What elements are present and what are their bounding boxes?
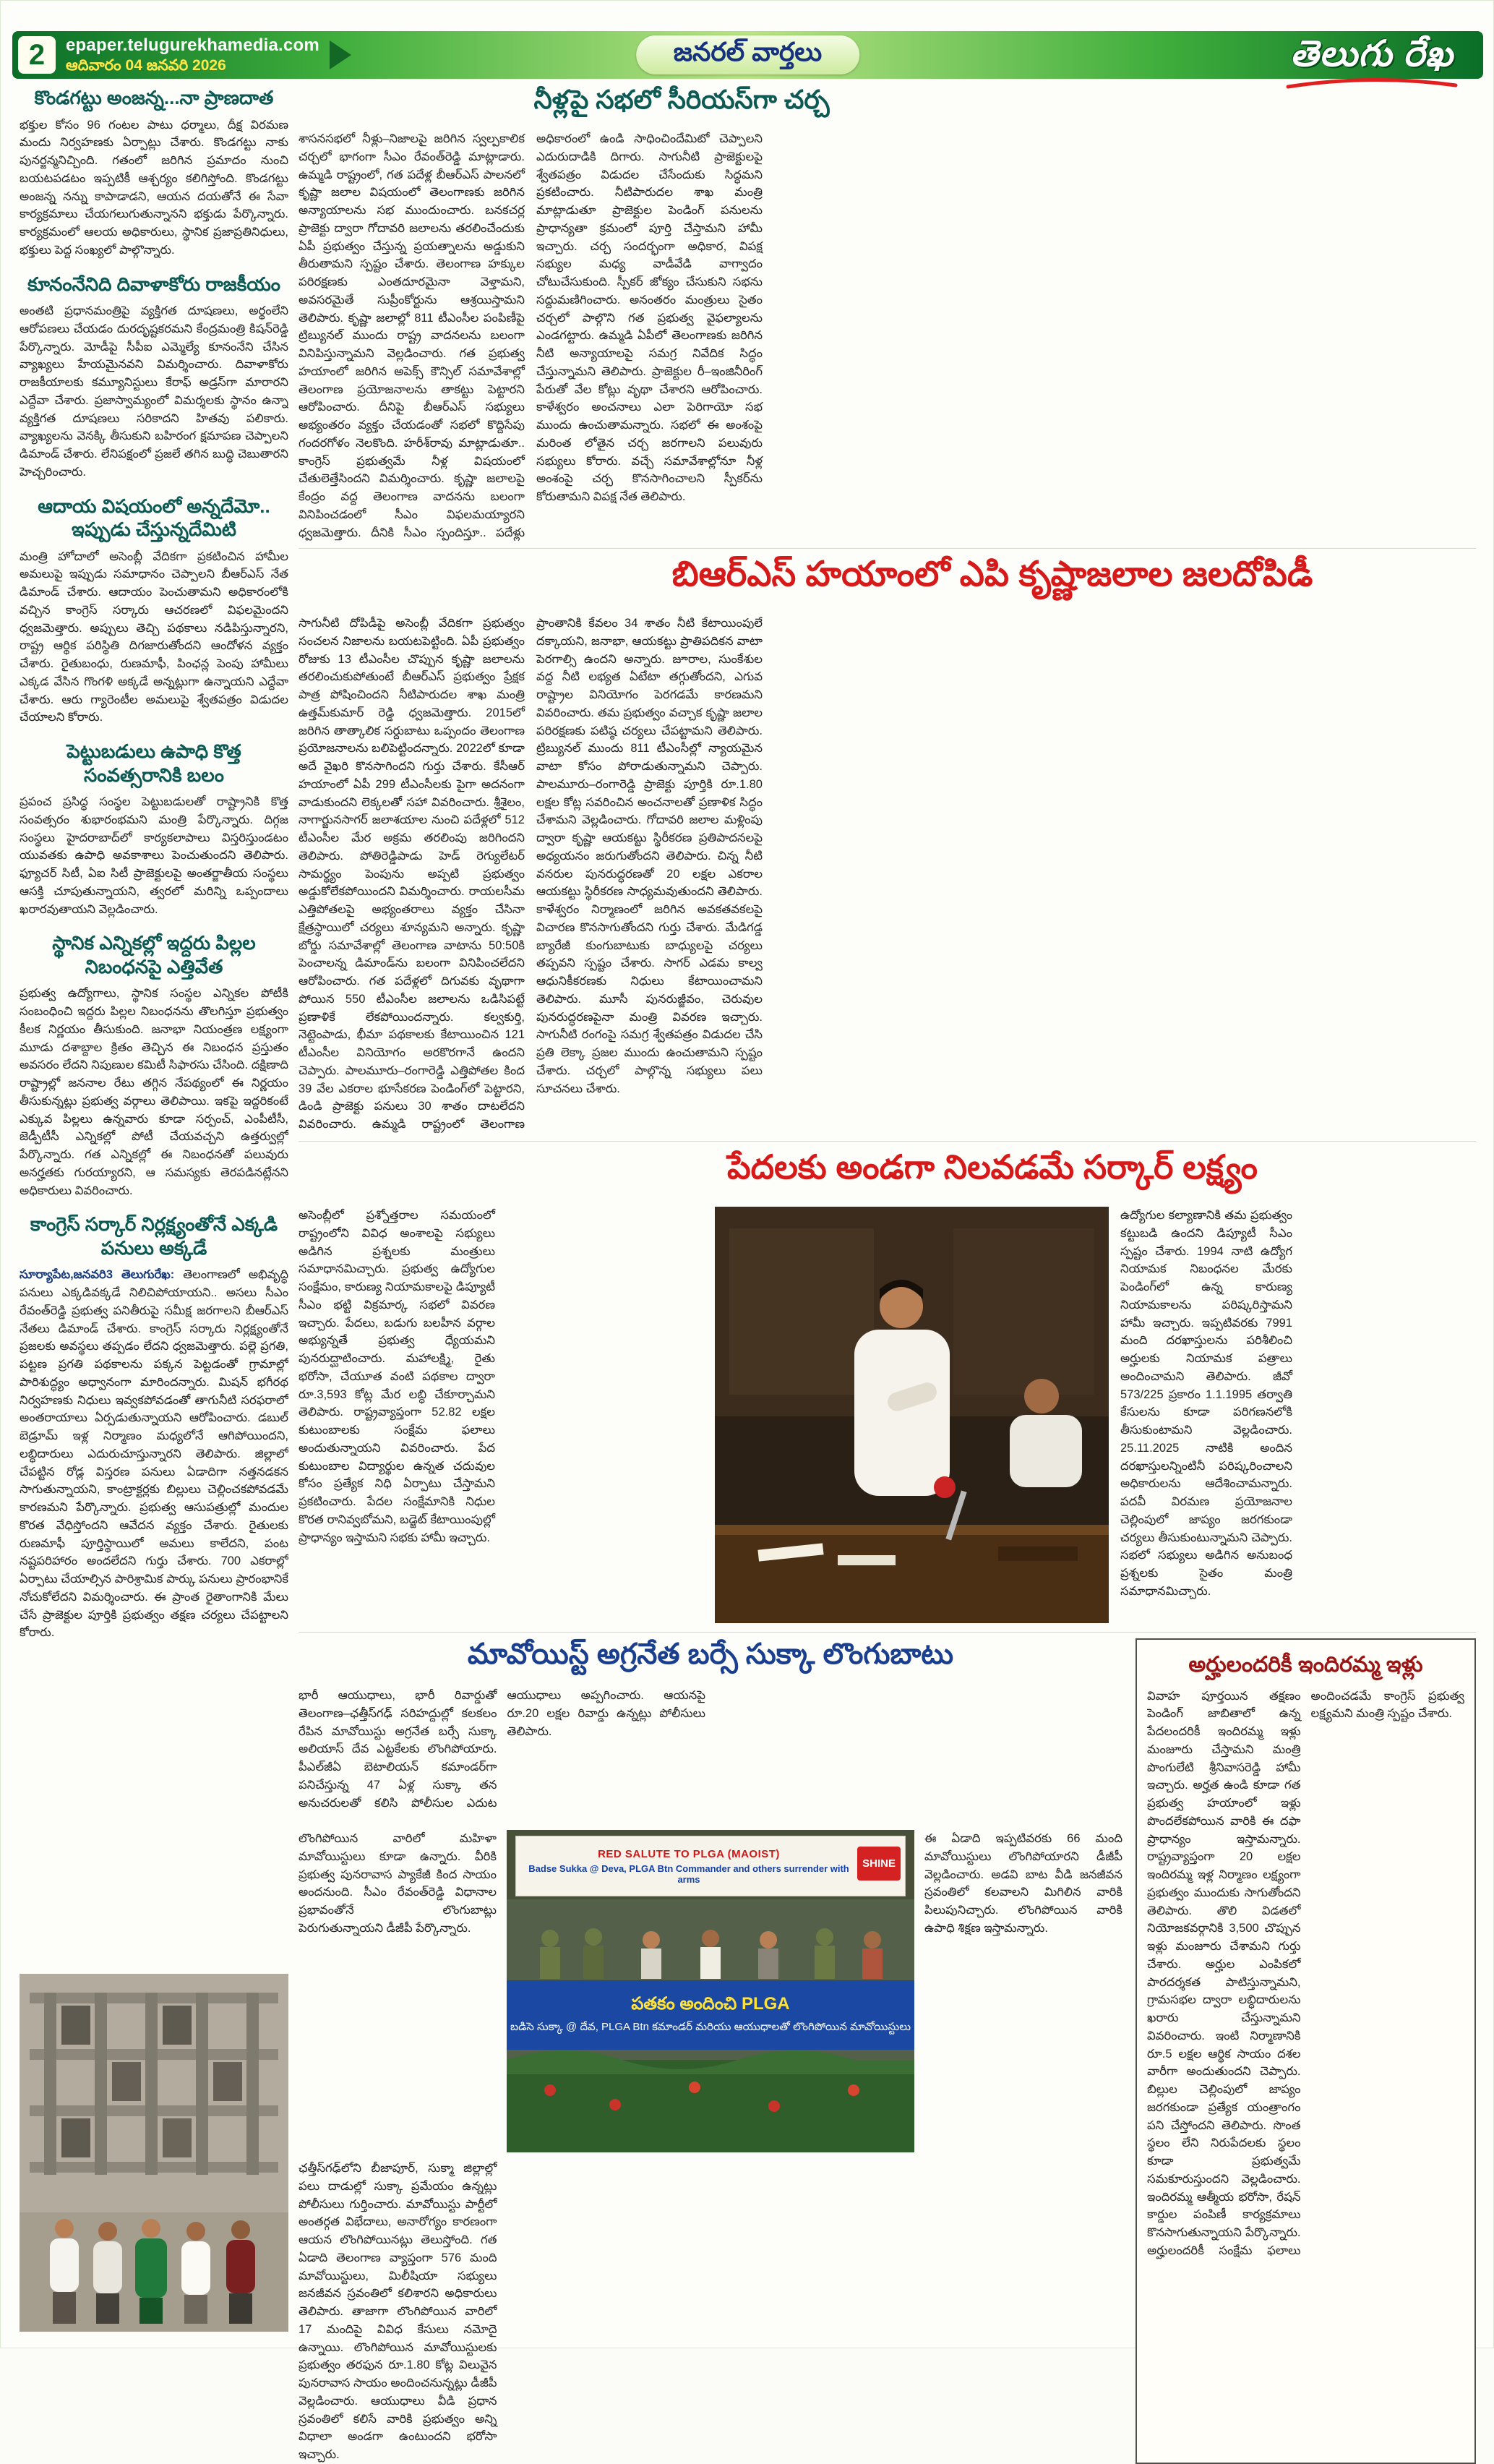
brand-logo[interactable] [1285,33,1459,90]
article-local-elections[interactable] [20,930,288,1199]
article-indiramma-houses[interactable] [1135,1638,1476,2464]
plga-caption-strip [507,1980,914,2050]
article-kondagattu-headline: కొండగట్టు అంజన్న...నా ప్రాణదాత [34,87,274,108]
article-pettubadulu[interactable] [20,738,288,918]
article-pedalaku-body-right: ఉద్యోగుల కల్యాణానికి తమ ప్రభుత్వం కట్టుబడి ఉందని డిప్యూటీ సీఎం స్పష్టం చేశారు. 1994 నాటి ఉద్యోగ నియామక నిబంధనల మేరకు పెండింగ్‌లో ఉన్న కారుణ్య నియామకాలను పరిష్కరిస్తామని హామీ ఇచ్చారు. ఇప్పటివరకు 7991 మంది దరఖాస్తులను పరిశీలించి అర్హులకు నియామక పత్రాలు అందించామని తెలిపారు. జీవో 573/225 ప్రకారం 1.1.1995 తర్వాతి కేసులను కూడా పరిగణనలోకి తీసుకుంటామని వెల్లడించారు. 25.11.2025 నాటికి అందిన దరఖాస్తులన్నింటినీ పరిష్కరించాలని అధికారులను ఆదేశించామన్నారు. పదవీ విరమణ ప్రయోజనాల చెల్లింపులో జాప్యం జరగకుండా చర్యలు తీసుకుంటున్నామని చెప్పారు. సభలో సభ్యులు అడిగిన అనుబంధ ప్రశ్నలకు సైతం మంత్రి సమాధానమిచ్చారు. [1120,1209,1292,1598]
article-kunamneni-body: అంతటి ప్రధానమంత్రిపై వ్యక్తిగత దూషణలు, అర్థంలేని ఆరోపణలు చేయడం దురదృష్టకరమని కేంద్రమంత్రి కిషన్‌రెడ్డి పేర్కొన్నారు. మోడీపై సీపీఐ ఎమ్మెల్యే కూనంనేని చేసిన వ్యాఖ్యలు హేయమైనవని విమర్శించారు. దివాళాకోరు రాజకీయాలకు కమ్యూనిస్టులు కేరాఫ్ అడ్రస్‌గా మారారని ఎద్దేవా చేశారు. ప్రజాస్వామ్యంలో విమర్శలకు స్థానం ఉన్నా వ్యక్తిగత దూషణలు సరికాదని హితవు పలికారు. వ్యాఖ్యలను వెనక్కి తీసుకుని బహిరంగ క్షమాపణ చెప్పాలని డిమాండ్ చేశారు. లేనిపక్షంలో ప్రజలే తగిన బుద్ధి చెబుతారని హెచ్చరించారు. [20,304,288,479]
plga-banner-line1: RED SALUTE TO PLGA (MAOIST) [598,1847,780,1860]
article-aadayam-headline: ఆదాయ విషయంలో అన్నదేమో.. ఇప్పుడు చేస్తున్నదేమిటి [38,495,270,540]
article-water-debate-body: శాసనసభలో నీళ్లు–నిజాలపై జరిగిన స్వల్పకాలిక చర్చలో భాగంగా సీఎం రేవంత్‌రెడ్డి మాట్లాడారు. ఉమ్మడి రాష్ట్రంలో, గత పదేళ్ల బీఆర్ఎస్ పాలనలో కృష్ణా జలాల విషయంలో తెలంగాణకు జరిగిన అన్యాయాలను సభ ముందుంచారు. బనకచర్ల ప్రాజెక్టు ద్వారా గోదావరి జలాలను తరలించేందుకు ఏపీ ప్రభుత్వం చేస్తున్న ప్రయత్నాలను అడ్డుకుని తీరుతామని స్పష్టం చేశారు. తెలంగాణ హక్కుల పరిరక్షణకు ఎంతదూరమైనా వెళ్తామని, అవసరమైతే సుప్రీంకోర్టును ఆశ్రయిస్తామని తెలిపారు. కృష్ణా జలాల్లో 811 టీఎంసీల పంపిణీపై ట్రిబ్యునల్ ముందు రాష్ట్ర వాదనలను బలంగా వినిపిస్తున్నామని వెల్లడించారు. గత ప్రభుత్వ హయాంలో జరిగిన అపెక్స్ కౌన్సిల్ సమావేశాల్లో తెలంగాణ ప్రయోజనాలను తాకట్టు పెట్టారని ఆరోపించారు. దీనిపై బీఆర్ఎస్ సభ్యులు అభ్యంతరం వ్యక్తం చేయడంతో సభలో కొద్దిసేపు గందరగోళం నెలకొంది. హరీశ్‌రావు మాట్లాడుతూ.. కాంగ్రెస్ ప్రభుత్వమే నీళ్ల విషయంలో చేతులెత్తేసిందని విమర్శించారు. కృష్ణా జలాలపై కేంద్రం వద్ద తెలంగాణ వాదనను బలంగా వినిపించడంలో సీఎం విఫలమయ్యారని ధ్వజమెత్తారు. దీనికి సీఎం స్పందిస్తూ.. పదేళ్లు అధికారంలో ఉండి సాధించిందేమిటో చెప్పాలని ఎదురుదాడికి దిగారు. సాగునీటి ప్రాజెక్టులపై శ్వేతపత్రం విడుదల చేసేందుకు సిద్ధమని ప్రకటించారు. నీటిపారుదల శాఖ మంత్రి మాట్లాడుతూ ప్రాజెక్టుల పెండింగ్ పనులను ప్రాధాన్యతా క్రమంలో పూర్తి చేస్తామని హామీ ఇచ్చారు. చర్చ సందర్భంగా అధికార, విపక్ష సభ్యుల మధ్య వాడీవేడి వాగ్వాదం చోటుచేసుకుంది. స్పీకర్ జోక్యం చేసుకుని సభను సద్దుమణిగించారు. అనంతరం మంత్రులు సైతం చర్చలో పాల్గొని గత ప్రభుత్వ వైఫల్యాలను ఎండగట్టారు. ఉమ్మడి ఏపీలో తెలంగాణకు జరిగిన నీటి అన్యాయాలపై సమగ్ర నివేదిక సిద్ధం చేస్తున్నామని తెలిపారు. ప్రాజెక్టుల రీ–ఇంజినీరింగ్ పేరుతో వేల కోట్లు వృథా చేశారని ఆరోపించారు. కాళేశ్వరం అంచనాలు ఎలా పెరిగాయో సభ ముందు ఉంచుతామన్నారు. సభలో ఈ అంశంపై మరింత లోతైన చర్చ జరగాలని పలువురు సభ్యులు కోరారు. వచ్చే సమావేశాల్లోనూ నీళ్ల అంశంపై చర్చ కొనసాగించాలని స్పీకర్‌ను కోరుతామని విపక్ష నేత తెలిపారు. [299,132,763,539]
article-brs-krishna-waters-body: సాగునీటి దోపిడీపై అసెంబ్లీ వేదికగా ప్రభుత్వం సంచలన నిజాలను బయటపెట్టింది. ఏపీ ప్రభుత్వం రోజుకు 13 టీఎంసీల చొప్పున కృష్ణా జలాలను తరలించుకుపోతుంటే బీఆర్ఎస్ ప్రభుత్వం ప్రేక్షక పాత్ర పోషించిందని నీటిపారుదల శాఖ మంత్రి ఉత్తమ్‌కుమార్ రెడ్డి ధ్వజమెత్తారు. 2015లో జరిగిన తాత్కాలిక సర్దుబాటు ఒప్పందం తెలంగాణ ప్రయోజనాలను బలిపెట్టిందన్నారు. 2022లో కూడా అదే వైఖరి కొనసాగిందని గుర్తు చేశారు. కేసీఆర్ హయాంలో ఏపీ 299 టీఎంసీలకు పైగా అదనంగా వాడుకుందని లెక్కలతో సహా వివరించారు. శ్రీశైలం, నాగార్జునసాగర్ జలాశయాల నుంచి పదేళ్లలో 512 టీఎంసీల మేర అక్రమ తరలింపు జరిగిందని తెలిపారు. పోతిరెడ్డిపాడు హెడ్ రెగ్యులేటర్ సామర్థ్యం పెంపును అప్పటి ప్రభుత్వం అడ్డుకోలేకపోయిందని విమర్శించారు. రాయలసీమ ఎత్తిపోతలపై అభ్యంతరాలు వ్యక్తం చేసినా క్షేత్రస్థాయిలో చర్యలు శూన్యమని అన్నారు. కృష్ణా బోర్డు సమావేశాల్లో తెలంగాణ వాటాను 50:50కి పెంచాలన్న డిమాండ్‌ను బలంగా వినిపించలేదని ఆరోపించారు. గత పదేళ్లలో దిగువకు వృథాగా పోయిన 550 టీఎంసీల జలాలను ఒడిసిపట్టే ప్రణాళికే లేకపోయిందన్నారు. కల్వకుర్తి, నెట్టెంపాడు, భీమా పథకాలకు కేటాయించిన 121 టీఎంసీల వినియోగం అరకొరగానే ఉందని చెప్పారు. పాలమూరు–రంగారెడ్డి ఎత్తిపోతల కింద 39 వేల ఎకరాల భూసేకరణ పెండింగ్‌లో పెట్టారని, డిండి ప్రాజెక్టు పనులు 30 శాతం దాటలేదని వివరించారు. ఉమ్మడి రాష్ట్రంలో తెలంగాణ ప్రాంతానికి కేవలం 34 శాతం నీటి కేటాయింపులే దక్కాయని, జనాభా, ఆయకట్టు ప్రాతిపదికన వాటా పెరగాల్సి ఉందని అన్నారు. జూరాల, సుంకేశుల వద్ద నీటి లభ్యత ఏటేటా తగ్గుతోందని, ఎగువ రాష్ట్రాల వినియోగం పెరగడమే కారణమని వివరించారు. తమ ప్రభుత్వం వచ్చాక కృష్ణా జలాల పరిరక్షణకు పటిష్ఠ చర్యలు చేపట్టామని తెలిపారు. ట్రిబ్యునల్ ముందు 811 టీఎంసీల్లో న్యాయమైన వాటా కోసం పోరాడుతున్నామని చెప్పారు. పాలమూరు–రంగారెడ్డి ప్రాజెక్టు పూర్తికి రూ.1.80 లక్షల కోట్ల సవరించిన అంచనాలతో ప్రణాళిక సిద్ధం చేశామని వెల్లడించారు. గోదావరి జలాల మళ్లింపు ద్వారా కృష్ణా ఆయకట్టు స్థిరీకరణ ప్రతిపాదనలపై అధ్యయనం జరుగుతోందని తెలిపారు. చిన్న నీటి వనరుల పునరుద్ధరణతో 20 లక్షల ఎకరాల ఆయకట్టు స్థిరీకరణ సాధ్యమవుతుందని తెలిపారు. కాళేశ్వరం నిర్మాణంలో జరిగిన అవకతవకలపై విచారణ కొనసాగుతోందని గుర్తు చేశారు. మేడిగడ్డ బ్యారేజీ కుంగుబాటుకు బాధ్యులపై చర్యలు తప్పవని స్పష్టం చేశారు. సాగర్ ఎడమ కాల్వ ఆధునికీకరణకు నిధులు కేటాయించామని తెలిపారు. మూసీ పునరుజ్జీవం, చెరువుల పునరుద్ధరణపైనా మంత్రి వివరణ ఇచ్చారు. సాగునీటి రంగంపై సమగ్ర శ్వేతపత్రం విడుదల చేసి ప్రతి లెక్కా ప్రజల ముందు ఉంచుతామని స్పష్టం చేశారు. చర్చలో పాల్గొన్న సభ్యులు పలు సూచనలు చేశారు. [299,617,763,1131]
header-arrow-icon [330,40,351,69]
plga-surrender-photo[interactable] [507,1830,914,2152]
article-maoist-intro: భారీ ఆయుధాలు, భారీ రివార్డుతో తెలంగాణ–ఛత్తీస్‌గఢ్ సరిహద్దుల్లో కలకలం రేపిన మావోయిస్టు అగ్రనేత బర్సే సుక్కా అలియాస్ దేవ ఎట్టకేలకు లొంగిపోయారు. పీఎల్‌జీఏ బెటాలియన్ కమాండర్‌గా పనిచేస్తున్న 47 ఏళ్ల సుక్కా తన అనుచరులతో కలిసి పోలీసుల ఎదుట ఆయుధాలు అప్పగించారు. ఆయనపై రూ.20 లక్షల రివార్డు ఉన్నట్లు పోలీసులు తెలిపారు. [299,1689,705,1810]
assembly-speech-photo[interactable] [715,1207,1109,1623]
article-congress-neglect[interactable] [20,1211,288,1642]
article-brs-krishna-waters[interactable] [299,548,1476,1135]
article-congress-neglect-body [20,1266,288,1642]
bottom-row [299,1632,1476,2464]
article-maoist-outro: ఛత్తీస్‌గఢ్‌లోని బీజాపూర్, సుక్మా జిల్లాల్లో పలు దాడుల్లో సుక్కా ప్రమేయం ఉన్నట్లు పోలీసులు గుర్తించారు. మావోయిస్టు పార్టీలో అంతర్గత విభేదాలు, అనారోగ్యం కారణంగా ఆయన లొంగిపోయినట్లు తెలుస్తోంది. గత ఏడాది తెలంగాణ వ్యాప్తంగా 576 మంది మావోయిస్టులు, మిలీషియా సభ్యులు జనజీవన స్రవంతిలో కలిశారని అధికారులు తెలిపారు. తాజాగా లొంగిపోయిన వారిలో 17 మందిపై వివిధ కేసులు నమోదై ఉన్నాయి. లొంగిపోయిన మావోయిస్టులకు ప్రభుత్వం తరఫున రూ.1.80 కోట్ల విలువైన పునరావాస సాయం అందించనున్నట్లు డీజీపీ వెల్లడించారు. ఆయుధాలు వీడి ప్రధాన స్రవంతిలో కలిసే వారికి ప్రభుత్వం అన్ని విధాలా అండగా ఉంటుందని భరోసా ఇచ్చారు. [299,2162,497,2461]
article-maoist-surrender-headline: మావోయిస్ట్ అగ్రనేత బర్సే సుక్కా లొంగుబాటు [467,1638,954,1670]
construction-site-photo[interactable] [20,1974,288,2332]
article-kondagattu-body: భక్తుల కోసం 96 గంటల పాటు ధర్మాలు, దీక్ష విరమణ మందు నిర్వహణకు ఏర్పాట్లు చేశారు. కొండగట్టు నాకు పునర్జన్మనిచ్చింది. గతంలో జరిగిన ప్రమాదం నుంచి బయటపడటం ఇప్పటికీ ఆశ్చర్యం కలిగిస్తోంది. కొండగట్టు అంజన్న నన్ను కాపాడాడని, ఆయన దయతోనే ఈ సేవా కార్యక్రమాలు చేయగలుగుతున్నానని భక్తుడు పేర్కొన్నారు. కార్యక్రమంలో ఆలయ అధికారులు, స్థానిక ప్రజాప్రతినిధులు, భక్తులు పెద్ద సంఖ్యలో పాల్గొన్నారు. [20,118,288,257]
left-column [20,85,288,2335]
plga-banner [515,1836,906,1896]
right-area [299,85,1476,2461]
plga-caption-line2: బడిసె సుక్కా @ దేవ, PLGA Btn కమాండర్ మరియు ఆయుధాలతో లొంగిపోయిన మావోయిస్టులు [510,2021,911,2033]
article-maoist-surrender[interactable] [299,1638,1122,2464]
article-kondagattu[interactable] [20,85,288,260]
article-water-debate-headline: నీళ్లపై సభలో సీరియస్‌గా చర్చ [533,85,830,114]
construction-photo-illustration [20,1974,288,2332]
shine-badge: SHINE [857,1847,901,1881]
article-congress-neglect-text: తెలంగాణలో అభివృద్ధి పనులు ఎక్కడివక్కడే నిలిచిపోయాయని.. అసలు సీఎం రేవంత్‌రెడ్డి ప్రభుత్వ పనితీరుపై సమీక్ష జరగాలని బీఆర్ఎస్ నేతలు డిమాండ్ చేశారు. కాంగ్రెస్ సర్కారు నిర్లక్ష్యంతోనే ప్రజలకు అవస్థలు తప్పడం లేదని ధ్వజమెత్తారు. పల్లె ప్రగతి, పట్టణ ప్రగతి పథకాలను పక్కన పెట్టడంతో గ్రామాల్లో పారిశుద్ధ్యం అధ్వానంగా మారిందన్నారు. మిషన్ భగీరథ నిర్వహణకు నిధులు ఇవ్వకపోవడంతో తాగునీటి సరఫరాలో అంతరాయాలు ఏర్పడుతున్నాయని ఆరోపించారు. డబుల్ బెడ్రూమ్ ఇళ్ల నిర్మాణం మధ్యలోనే ఆగిపోయిందని, లబ్ధిదారులు ఎదురుచూస్తున్నారని తెలిపారు. జిల్లాలో చేపట్టిన రోడ్ల విస్తరణ పనులు ఏడాదిగా నత్తనడకన సాగుతున్నాయని, కాంట్రాక్టర్లకు బిల్లులు చెల్లించకపోవడమే కారణమని పేర్కొన్నారు. ప్రభుత్వ ఆసుపత్రుల్లో మందుల కొరత వేధిస్తోందని ఆవేదన వ్యక్తం చేశారు. రైతులకు రుణమాఫీ పూర్తిస్థాయిలో అమలు కాలేదని, పంట నష్టపరిహారం అందలేదని గుర్తు చేశారు. 700 ఎకరాల్లో ఏర్పాటు చేయాల్సిన పారిశ్రామిక పార్కు పనులు ప్రారంభానికే నోచుకోలేదని విమర్శించారు. ఈ ప్రాంత రైతాంగానికి మేలు చేసే ప్రాజెక్టుల పూర్తికి ప్రభుత్వం తక్షణ చర్యలు చేపట్టాలని కోరారు. [20,1268,288,1640]
article-kunamneni[interactable] [20,271,288,482]
plga-caption-line1: పతకం అందించి PLGA [631,1994,790,2014]
article-brs-krishna-waters-headline: బిఆర్ఎస్ హయాంలో ఎపి కృష్ణాజలాల జలదోపిడీ [671,555,1313,594]
dateline-suryapeta: సూర్యాపేట,జనవరి3 తెలుగురేఖ: [20,1268,175,1282]
article-kunamneni-headline: కూనంనేనిది దివాళాకోరు రాజకీయం [27,273,280,295]
article-pettubadulu-headline: పెట్టుబడులు ఉపాధి కొత్త సంవత్సరానికి బలం [66,740,241,786]
article-pedalaku[interactable] [299,1141,1476,1623]
masthead [12,31,1483,79]
section-title: జనరల్ వార్తలు [636,35,860,74]
site-block [66,36,319,74]
left-articles [20,85,288,1964]
article-aadayam-body: మంత్రి హోదాలో అసెంబ్లీ వేదికగా ప్రకటించిన హామీల అమలుపై ఇప్పుడు సమాధానం చెప్పాలని బీఆర్ఎస్ నేత డిమాండ్ చేశారు. ఆదాయం పెంచుతామని అధికారంలోకి వచ్చిన కాంగ్రెస్ సర్కారు ఆచరణలో విఫలమైందని ధ్వజమెత్తారు. అప్పులు తెచ్చి పథకాలు నడిపిస్తున్నారని, రాష్ట్ర ఆర్థిక పరిస్థితి దిగజారుతోందని ఆందోళన వ్యక్తం చేశారు. రైతుబంధు, రుణమాఫీ, పింఛన్ల పెంపు హామీలు ఎక్కడ వేసిన గొంగళి అక్కడే అన్నట్లుగా ఉన్నాయని ఎద్దేవా చేశారు. ఆరు గ్యారెంటీల అమలుపై శ్వేతపత్రం విడుదల చేయాలని కోరారు. [20,549,288,724]
article-pedalaku-body-left: అసెంబ్లీలో ప్రశ్నోత్తరాల సమయంలో రాష్ట్రంలోని వివిధ అంశాలపై సభ్యులు అడిగిన ప్రశ్నలకు మంత్రులు సమాధానమిచ్చారు. ప్రభుత్వ ఉద్యోగుల సంక్షేమం, కారుణ్య నియామకాలపై డిప్యూటీ సీఎం భట్టి విక్రమార్క సభలో వివరణ ఇచ్చారు. పేదలు, బడుగు బలహీన వర్గాల అభ్యున్నతే ప్రభుత్వ ధ్యేయమని పునరుద్ఘాటించారు. మహాలక్ష్మి, రైతు భరోసా, చేయూత వంటి పథకాల ద్వారా రూ.3,593 కోట్ల మేర లబ్ధి చేకూర్చామని తెలిపారు. రాష్ట్రవ్యాప్తంగా 52.82 లక్షల కుటుంబాలకు సంక్షేమ ఫలాలు అందుతున్నాయని వివరించారు. పేద కుటుంబాల విద్యార్థుల ఉన్నత చదువుల కోసం ప్రత్యేక నిధి ఏర్పాటు చేస్తామని ప్రకటించారు. పేదల సంక్షేమానికి నిధుల కొరత రానివ్వబోమని, బడ్జెట్ కేటాయింపుల్లో ప్రాధాన్యం ఇస్తామని సభకు హామీ ఇచ్చారు. [299,1209,495,1544]
assembly-photo-illustration [715,1207,1109,1623]
article-local-elections-headline: స్థానిక ఎన్నికల్లో ఇద్దరు పిల్లల నిబంధనపై ఎత్తివేత [52,932,256,978]
article-indiramma-houses-body: వివాహ పూర్తయిన తక్షణం పెండింగ్ జాబితాలో ఉన్న పేదలందరికీ ఇందిరమ్మ ఇళ్లు మంజూరు చేస్తామని మంత్రి పొంగులేటి శ్రీనివాసరెడ్డి హామీ ఇచ్చారు. అర్హత ఉండి కూడా గత ప్రభుత్వ హయాంలో ఇళ్లు పొందలేకపోయిన వారికి ఈ దఫా ప్రాధాన్యం ఇస్తామన్నారు. రాష్ట్రవ్యాప్తంగా 20 లక్షల ఇందిరమ్మ ఇళ్ల నిర్మాణం లక్ష్యంగా ప్రభుత్వం ముందుకు సాగుతోందని తెలిపారు. తొలి విడతలో నియోజకవర్గానికి 3,500 చొప్పున ఇళ్లు మంజూరు చేశామని గుర్తు చేశారు. అర్హుల ఎంపికలో పారదర్శకత పాటిస్తున్నామని, గ్రామసభల ద్వారా లబ్ధిదారులను ఖరారు చేస్తున్నామని వివరించారు. ఇంటి నిర్మాణానికి రూ.5 లక్షల ఆర్థిక సాయం దశల వారీగా అందుతుందని చెప్పారు. బిల్లుల చెల్లింపులో జాప్యం జరగకుండా ప్రత్యేక యంత్రాంగం పని చేస్తోందని తెలిపారు. సొంత స్థలం లేని నిరుపేదలకు స్థలం కూడా ప్రభుత్వమే సమకూరుస్తుందని వెల్లడించారు. ఇందిరమ్మ ఆత్మీయ భరోసా, రేషన్ కార్డుల పంపిణీ కార్యక్రమాలు కొనసాగుతున్నాయని పేర్కొన్నారు. అర్హులందరికీ సంక్షేమ ఫలాలు అందించడమే కాంగ్రెస్ ప్రభుత్వ లక్ష్యమని మంత్రి స్పష్టం చేశారు. [1147,1689,1464,2257]
pedalaku-row [299,1207,1476,1623]
page-number: 2 [18,36,56,74]
article-congress-neglect-headline: కాంగ్రెస్ సర్కార్ నిర్లక్ష్యంతోనే ఎక్కడి పనులు అక్కడే [30,1213,278,1259]
article-aadayam[interactable] [20,493,288,727]
maoist-mid-row [299,1830,1122,2152]
article-water-debate[interactable] [299,85,1476,542]
edition-date: ఆదివారం 04 జనవరి 2026 [66,57,226,74]
article-pedalaku-headline: పేదలకు అండగా నిలవడమే సర్కార్ లక్ష్యం [726,1148,1258,1186]
brand-text: తెలుగు రేఖ [1290,33,1454,74]
article-local-elections-body: ప్రభుత్వ ఉద్యోగాలు, స్థానిక సంస్థల ఎన్నికల పోటీకి సంబంధించి ఇద్దరు పిల్లల నిబంధనను తొలగిస్తూ ప్రభుత్వం కీలక నిర్ణయం తీసుకుంది. జనాభా నియంత్రణ లక్ష్యంగా మూడు దశాబ్దాల క్రితం తెచ్చిన ఈ నిబంధన ప్రస్తుతం అవసరం లేదని నిపుణుల కమిటీ సిఫారసు చేసింది. దక్షిణాది రాష్ట్రాల్లో జననాల రేటు తగ్గిన నేపథ్యంలో ఈ నిర్ణయం తీసుకున్నట్లు ప్రభుత్వ వర్గాలు తెలిపాయి. ఇకపై ఇద్దరికంటే ఎక్కువ పిల్లలు ఉన్నవారు కూడా సర్పంచ్, ఎంపీటీసీ, జెడ్పీటీసీ ఎన్నికల్లో పోటీ చేయవచ్చని ఉత్తర్వుల్లో పేర్కొన్నారు. గత ఎన్నికల్లో ఈ నిబంధనతో పలువురు అనర్హతకు గురయ్యారని, ఆ సమస్యకు తెరపడినట్లేనని అధికారులు వివరించారు. [20,987,288,1197]
article-pettubadulu-body: ప్రపంచ ప్రసిద్ధ సంస్థల పెట్టుబడులతో రాష్ట్రానికి కొత్త సంవత్సరం శుభారంభమని మంత్రి పేర్కొన్నారు. దిగ్గజ సంస్థలు హైదరాబాద్‌లో కార్యకలాపాలు విస్తరిస్తుండటం యువతకు ఉపాధి అవకాశాలు పెంచుతుందని తెలిపారు. ఫ్యూచర్ సిటీ, ఏఐ సిటీ ప్రాజెక్టులపై అంతర్జాతీయ సంస్థలు ఆసక్తి చూపుతున్నాయని, త్వరలో మరిన్ని ఒప్పందాలు ఖరారవుతాయని వెల్లడించారు. [20,795,288,916]
article-maoist-mid-right: ఈ ఏడాది ఇప్పటివరకు 66 మంది మావోయిస్టులు లొంగిపోయారని డీజీపీ వెల్లడించారు. అడవి బాట వీడి జనజీవన స్రవంతిలో కలవాలని మిగిలిన వారికి పిలుపునిచ్చారు. లొంగిపోయిన వారికి ఉపాధి శిక్షణ ఇస్తామన్నారు. [924,1832,1122,1935]
article-maoist-mid-left: లొంగిపోయిన వారిలో మహిళా మావోయిస్టులు కూడా ఉన్నారు. వీరికి ప్రభుత్వ పునరావాస ప్యాకేజీ కింద సాయం అందనుంది. సీఎం రేవంత్‌రెడ్డి విధానాల ప్రభావంతోనే లొంగుబాట్లు పెరుగుతున్నాయని డీజీపీ పేర్కొన్నారు. [299,1832,497,1935]
article-indiramma-houses-headline: అర్హులందరికీ ఇందిరమ్మ ఇళ్లు [1188,1653,1423,1677]
site-url-link[interactable]: epaper.telugurekhamedia.com [66,35,319,55]
plga-banner-line2: Badse Sukka @ Deva, PLGA Btn Commander and others surrender with arms [528,1862,849,1885]
